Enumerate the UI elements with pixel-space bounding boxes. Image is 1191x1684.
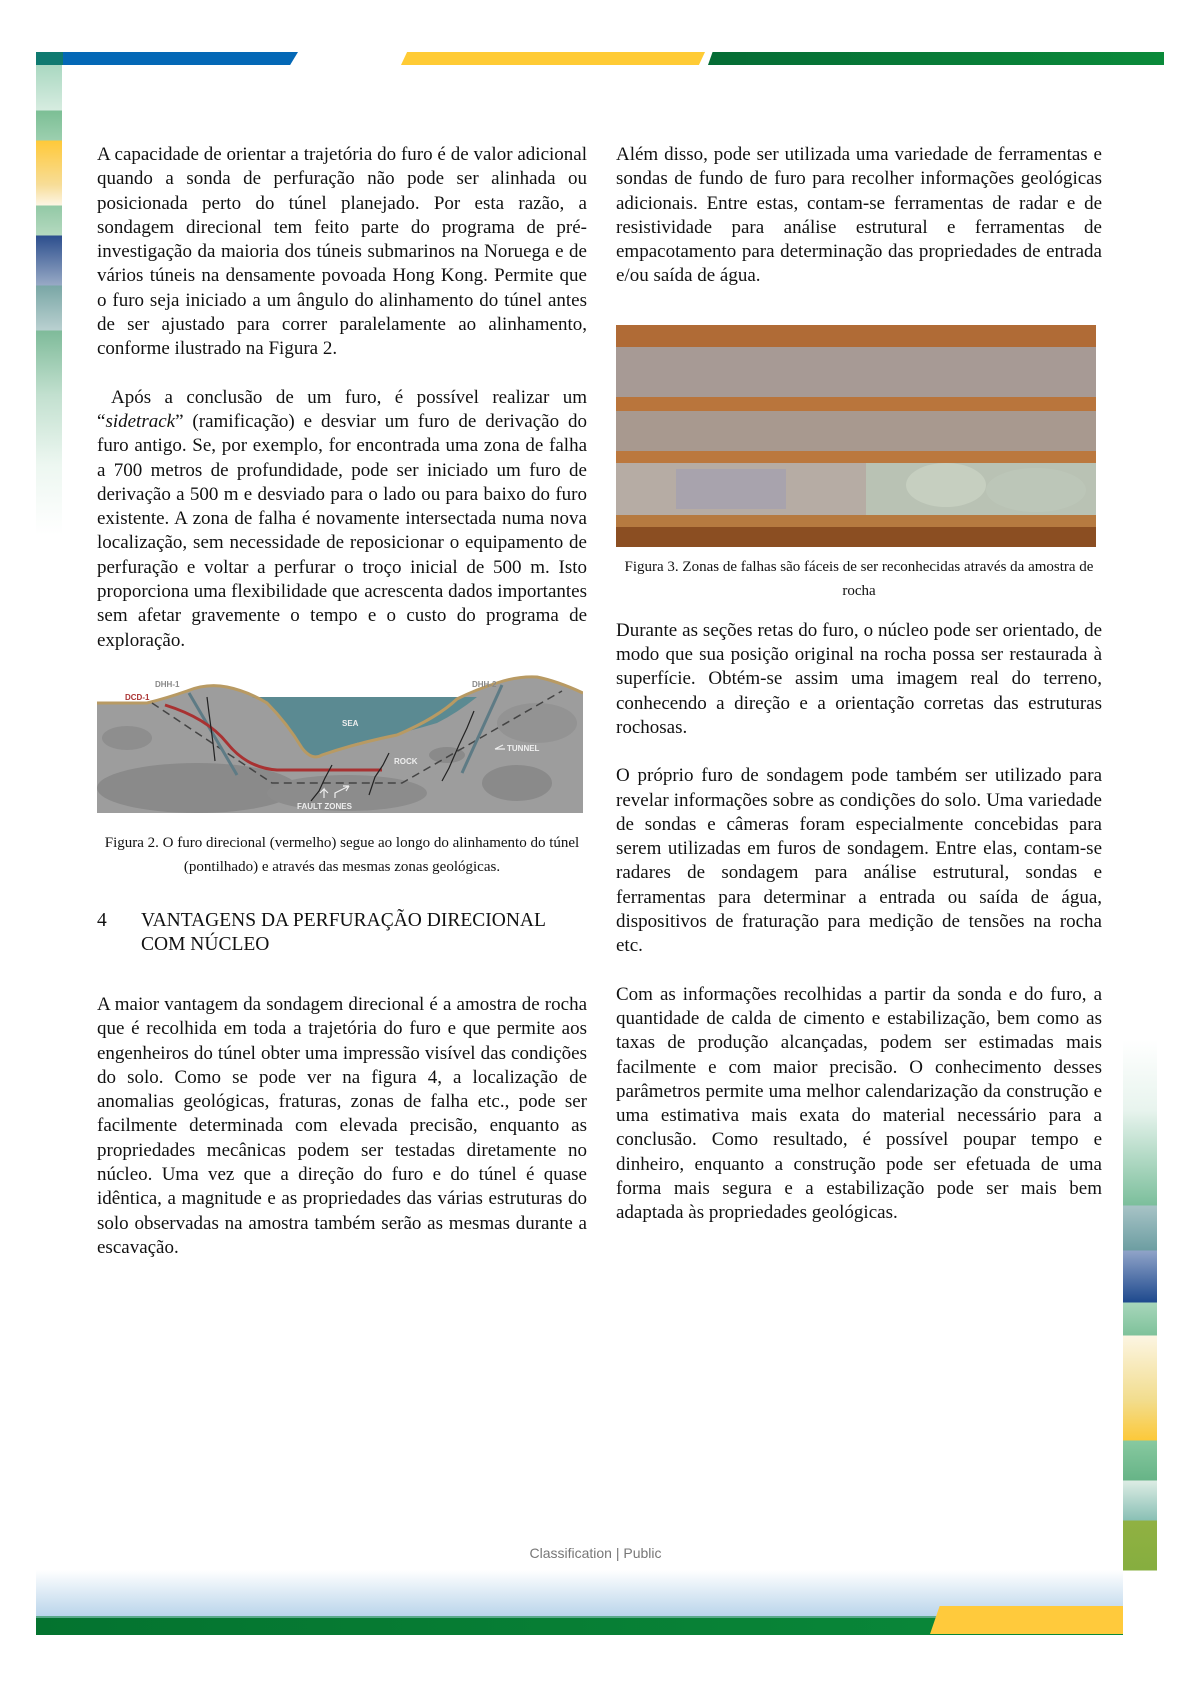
paragraph-directional-value: A capacidade de orientar a trajetória do furo é de valor adicional quando a sonda de perfuração não pode ser alinhada ou posicionada perto do túnel planejado. Por esta razão, a sondagem direcional tem feito parte do programa de pré-investigação da maioria dos túneis submarinos na Noruega e de vários túneis na densamente povoada Hong Kong. Permite que o furo seja iniciado a um ângulo do alinhamento do túnel antes de ser ajustado para correr paralelamente ao alinhamento, conforme ilustrado na Figura 2.	[97, 144, 587, 360]
header-blue-bar	[36, 52, 298, 65]
label-rock: ROCK	[394, 756, 418, 766]
header-teal-block	[36, 52, 63, 65]
rock-core-sample-photo	[616, 325, 1096, 547]
label-fault-zones: FAULT ZONES	[297, 801, 352, 811]
paragraph-estimation-benefits: Com as informações recolhidas a partir da sonda e do furo, a quantidade de calda de cimento e estabilização, bem como as taxas de produção alcançadas, podem ser estimadas mais facilmente e com maior precisão. O conhecimento desses parâmetros permite uma melhor calendarização da construção e uma estimativa mais exata do material necessário para a conclusão. Como resultado, é possível poupar tempo e dinheiro, enquanto a construção pode ser efetuada de uma forma mais segura e a estabilização pode ser mais bem adaptada às propriedades geológicas.	[616, 983, 1102, 1224]
section-number: 4	[97, 909, 107, 931]
paragraph-downhole-tools: Além disso, pode ser utilizada uma variedade de ferramentas e sondas de fundo de furo para recolher informações geológicas adicionais. Entre estas, contam-se ferramentas de radar e de resistividade para análise estrutural e ferramentas de empacotamento para determinação das propriedades de entrada e/ou saída de água.	[616, 144, 1102, 287]
left-column	[97, 143, 587, 1260]
figure-2-caption: Figura 2. O furo direcional (vermelho) segue ao longo do alinhamento do túnel (pontilhado) e através das mesmas zonas geológicas.	[104, 834, 580, 875]
label-tunnel: TUNNEL	[507, 743, 540, 753]
paragraph-sidetrack	[97, 386, 587, 653]
geological-cross-section-diagram	[97, 673, 583, 823]
paragraph-core-orientation: Durante as seções retas do furo, o núcleo pode ser orientado, de modo que sua posição original na rocha possa ser restaurada à superfície. Obtém-se assim uma imagem real do terreno, conhecendo a direção e a orientação corretas das estruturas rochosas.	[616, 619, 1102, 738]
label-sea: SEA	[342, 718, 359, 728]
figure-3-caption: Figura 3. Zonas de falhas são fáceis de ser reconhecidas através da amostra de rocha	[624, 558, 1094, 599]
sidetrack-suffix: ” (ramificação) e desviar um furo de derivação do furo antigo. Se, por exemplo, for encontrada uma zona de falha a 700 metros de profundidade, pode ser iniciado um furo de derivação a 500 m e desviado para o lado ou para baixo do furo existente. A zona de falha é novamente intersectada numa nova localização, sem necessidade de reposicionar o equipamento de perfuração e voltar a perfurar o troço inicial de 500 m. Isto proporciona uma flexibilidade que acrescenta dados importantes sem afetar gravemente o tempo e o custo do programa de exploração.	[97, 410, 587, 651]
right-column	[616, 143, 1102, 1226]
figure-2	[97, 673, 587, 879]
paragraph-main-advantage: A maior vantagem da sondagem direcional é a amostra de rocha que é recolhida em toda a trajetória do furo e que permite aos engenheiros do túnel obter uma impressão visível das condições do solo. Como se pode ver na figura 4, a localização de anomalias geológicas, fraturas, zonas de falha etc., pode ser facilmente determinada com elevada precisão, enquanto as propriedades mecânicas podem ser testadas diretamente no núcleo. Uma vez que a direção do furo e do túnel é quase idêntica, a magnitude e as propriedades das várias estruturas do solo observadas na amostra também serão as mesmas durante a escavação.	[97, 993, 587, 1258]
label-dhh1: DHH-1	[155, 679, 180, 689]
sidetrack-term: sidetrack	[105, 410, 176, 432]
left-decorative-strip	[36, 65, 62, 535]
label-dhh2: DHH-2	[472, 679, 497, 689]
footer-yellow-bar	[930, 1606, 1123, 1634]
sidetrack-prefix: Após a conclusão de um furo, é possível realizar um “	[97, 386, 587, 432]
section-heading-4	[97, 909, 587, 957]
header-green-bar	[708, 52, 1164, 65]
figure-3	[616, 325, 1102, 603]
classification-label: Classification | Public	[529, 1545, 662, 1561]
header-yellow-bar	[401, 52, 705, 65]
section-title: VANTAGENS DA PERFURAÇÃO DIRECIONAL COM NÚCLEO	[141, 909, 546, 955]
paragraph-borehole-probes: O próprio furo de sondagem pode também ser utilizado para revelar informações sobre as condições do solo. Uma variedade de sondas e câmeras foram especialmente concebidas para serem utilizadas em furos de sondagem. Entre elas, contam-se radares de sondagem para análise estrutural, sondas e ferramentas para determinar a entrada ou saída de água, dispositivos de fraturação para medição de tensões na rocha etc.	[616, 765, 1102, 957]
label-dcd1: DCD-1	[125, 692, 150, 702]
